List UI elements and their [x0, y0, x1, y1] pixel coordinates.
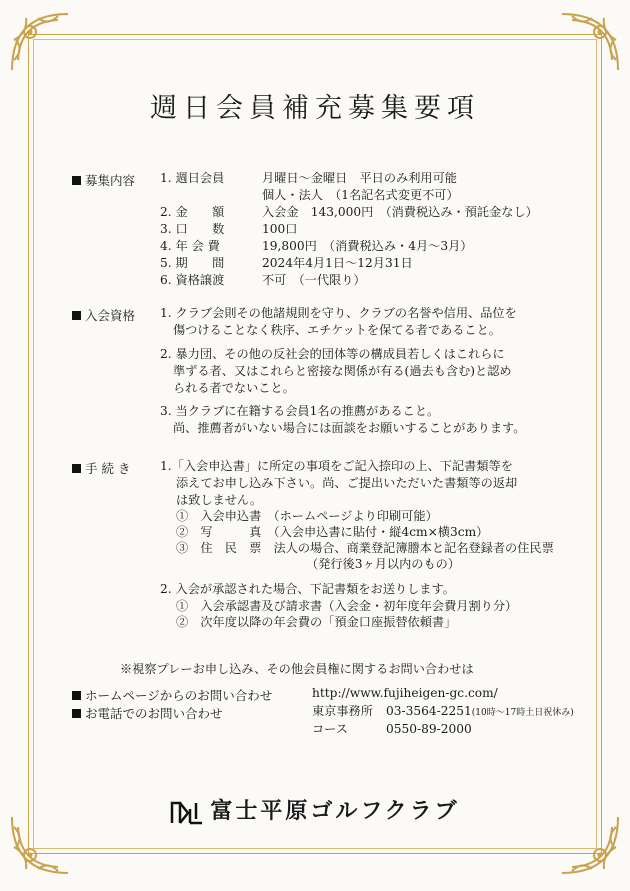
qualification-line: 尚、推薦者がいない場合には面談をお願いすることがあります。: [173, 421, 526, 435]
recruit-value: 19,800円 （消費税込み・4月～3月）: [262, 239, 473, 253]
recruit-value: 月曜日～金曜日 平日のみ利用可能: [262, 171, 457, 185]
recruit-label: 1. 週日会員: [160, 171, 225, 185]
recruit-value: 100口: [262, 222, 298, 236]
bullet-square-icon: [72, 691, 81, 700]
bullet-square-icon: [72, 709, 81, 718]
contact-phone-label: お電話でのお問い合わせ: [85, 706, 223, 721]
recruit-value: 入会金 143,000円 （消費税込み・預託金なし）: [262, 205, 538, 219]
procedure-line: （発行後3ヶ月以内のもの）: [306, 557, 461, 571]
office-phone-number[interactable]: 03-3564-2251: [386, 704, 472, 718]
website-link[interactable]: http://www.fujiheigen-gc.com/: [312, 686, 498, 700]
qualification-line: 3. 当クラブに在籍する会員1名の推薦があること。: [160, 404, 440, 418]
qualification-line: 傷つけることなく秩序、エチケットを保てる者であること。: [173, 323, 501, 337]
recruit-value: 2024年4月1日～12月31日: [262, 256, 413, 270]
qualification-line: られる者でないこと。: [173, 381, 295, 395]
office-label: 東京事務所: [312, 704, 373, 718]
club-logo: [0, 794, 630, 825]
recruit-label: 2. 金 額: [160, 205, 225, 219]
bullet-square-icon: [72, 176, 81, 185]
corner-ornament-icon: [8, 10, 78, 80]
procedure-line: ③ 住 民 票 法人の場合、商業登記簿謄本と記名登録者の住民票: [176, 541, 554, 555]
procedure-line: ② 次年度以降の年会費の「預金口座振替依頼書」: [176, 615, 457, 629]
corner-ornament-icon: [552, 10, 622, 80]
recruit-label: 3. 口 数: [160, 222, 225, 236]
procedure-line: 添えてお申し込み下さい。尚、ご提出いただいた書類等の返却: [176, 476, 518, 490]
section-heading-recruit: [72, 171, 135, 189]
contact-note: ※視察プレーお申し込み、その他会員権に関するお問い合わせは: [120, 662, 474, 676]
contact-phone-heading: [72, 704, 223, 722]
recruit-label: 6. 資格譲渡: [160, 273, 225, 287]
recruit-label: 4. 年 会 費: [160, 239, 220, 253]
section-heading-label: 募集内容: [85, 173, 136, 188]
bullet-square-icon: [72, 311, 81, 320]
office-hours: (10時～17時土日祝休み): [471, 708, 574, 718]
contact-web-heading: [72, 686, 272, 704]
contact-web-label: ホームページからのお問い合わせ: [85, 688, 273, 703]
section-heading-qualification: [72, 306, 135, 324]
procedure-line: は致しません。: [176, 493, 263, 507]
procedure-line: ① 入会承認書及び請求書（入会金・初年度年会費月割り分）: [176, 599, 518, 613]
bullet-square-icon: [72, 464, 81, 473]
club-name: 富士平原ゴルフクラブ: [210, 799, 460, 824]
qualification-line: 2. 暴力団、その他の反社会的団体等の構成員若しくはこれらに: [160, 347, 505, 361]
page-title: 週日会員補充募集要項: [150, 93, 480, 124]
section-heading-label: 手 続 き: [85, 461, 131, 476]
procedure-line: ② 写 真 （入会申込書に貼付・縦4cm×横3cm）: [176, 525, 489, 539]
procedure-line: ① 入会申込書 （ホームページより印刷可能）: [176, 509, 438, 523]
recruit-label: 5. 期 間: [160, 256, 225, 270]
procedure-line: 2. 入会が承認された場合、下記書類をお送りします。: [160, 582, 455, 596]
course-phone[interactable]: 0550-89-2000: [386, 722, 472, 736]
procedure-line: 1.「入会申込書」に所定の事項をご記入捺印の上、下記書類等を: [160, 459, 513, 473]
office-phone: [386, 705, 574, 718]
recruit-value: 不可 （一代限り）: [262, 273, 366, 287]
recruit-value: 個人・法人 （1名記名式変更不可）: [262, 188, 459, 202]
club-logo-mark-icon: [170, 799, 204, 825]
qualification-line: 1. クラブ会則その他諸規則を守り、クラブの名誉や信用、品位を: [160, 306, 517, 320]
qualification-line: 準ずる者、又はこれらと密接な関係が有る(過去も含む)と認め: [173, 364, 512, 378]
section-heading-procedure: [72, 459, 130, 477]
course-label: コース: [312, 722, 348, 736]
section-heading-label: 入会資格: [85, 308, 136, 323]
